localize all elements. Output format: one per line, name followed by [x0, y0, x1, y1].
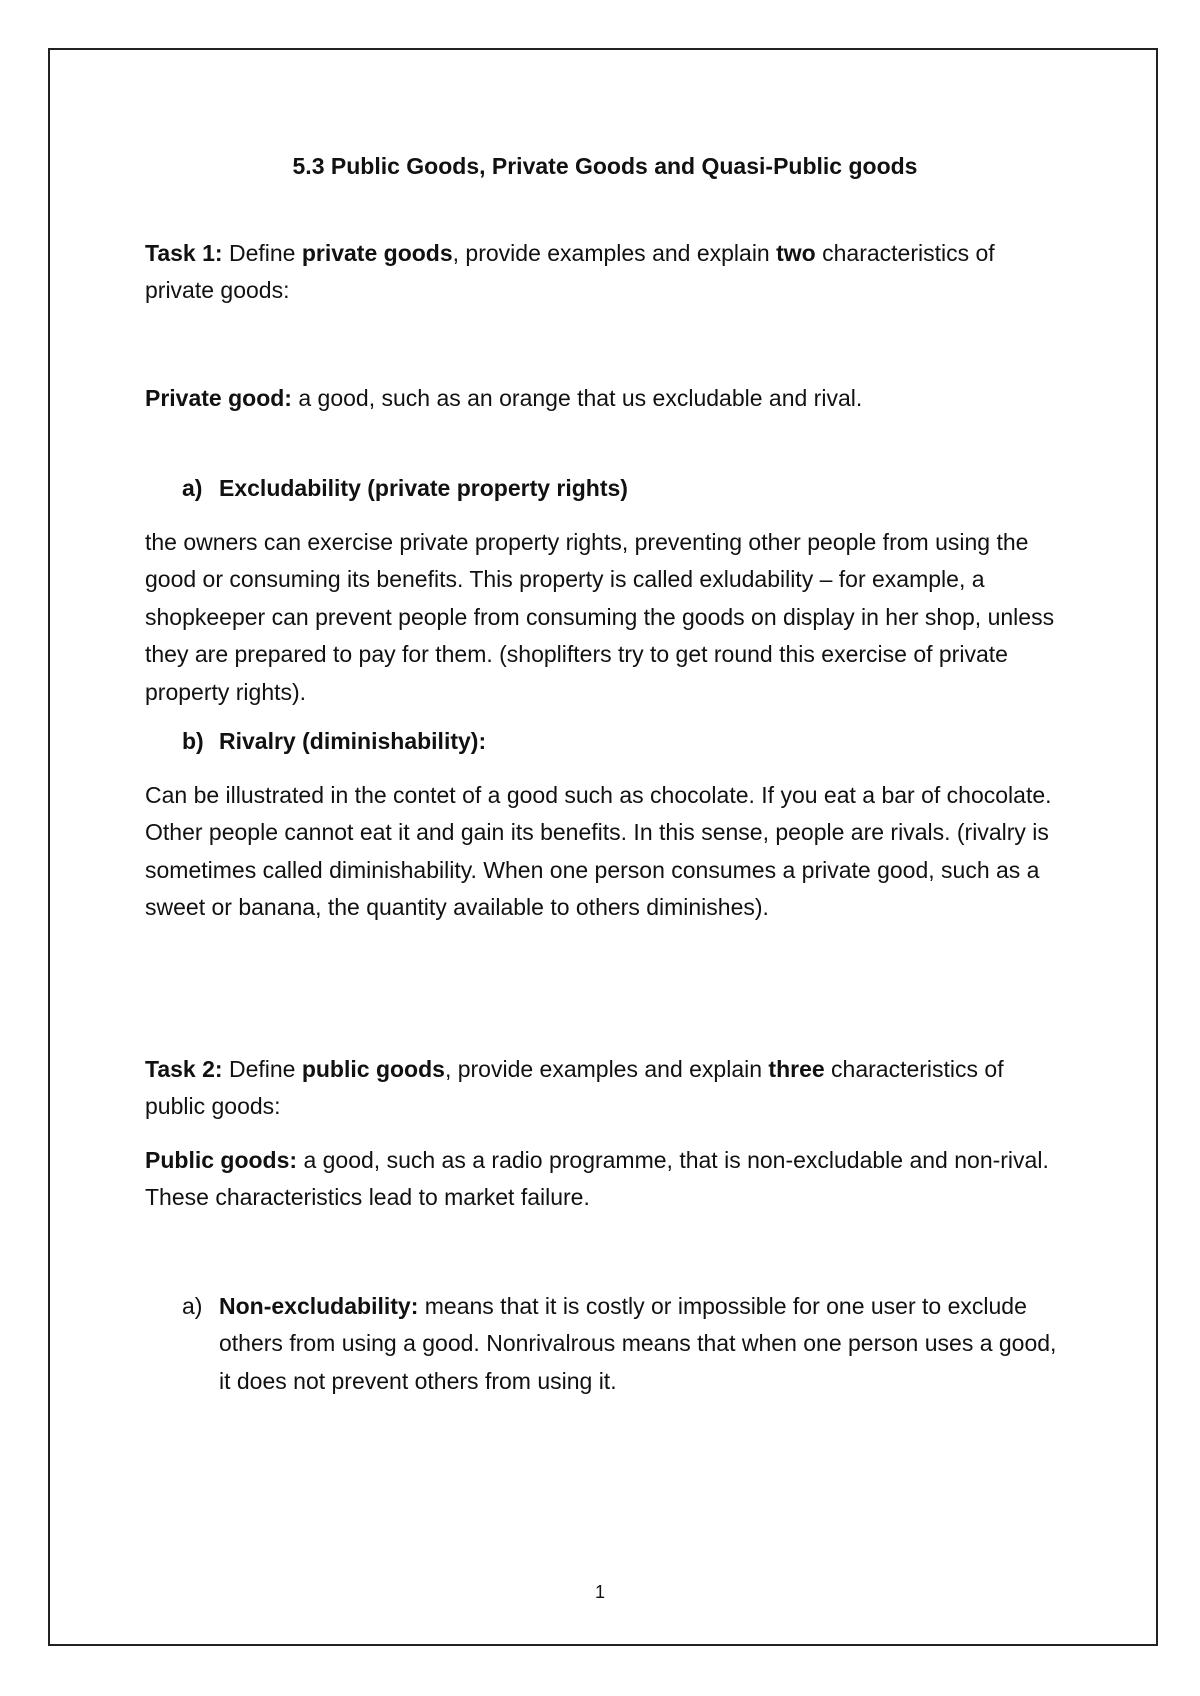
task1-text-3: characteristics of private goods: [145, 239, 995, 303]
task1-bold-1: private goods [301, 239, 453, 266]
private-good-definition [145, 380, 1065, 418]
task1-label: Task 1: [145, 239, 223, 266]
task1-paragraph [145, 235, 1065, 310]
list-marker: a) [182, 475, 203, 501]
task2-label: Task 2: [145, 1055, 223, 1082]
private-good-text: a good, such as an orange that us excludable and rival. [291, 384, 863, 411]
task1-bold-2: two [776, 239, 816, 266]
task2-bold-1: public goods [301, 1055, 445, 1082]
list-heading: Rivalry (diminishability): [219, 728, 487, 754]
public-goods-definition [145, 1142, 1065, 1217]
list-text: means that it is costly or impossible for one user to exclude others from using a good. Nonrivalrous means that when one person uses a good, it does not prevent others from using it. [219, 1292, 1057, 1394]
task1-text-2: , provide examples and explain [452, 239, 777, 266]
document-body [145, 148, 1065, 1400]
private-good-label: Private good: [145, 384, 292, 411]
public-goods-label: Public goods: [145, 1146, 298, 1173]
list-heading: Non-excludability: [219, 1292, 419, 1319]
list-item-non-excludability [145, 1288, 1065, 1401]
list-heading: Excludability (private property rights) [219, 475, 628, 501]
task2-text-3: characteristics of public goods: [145, 1055, 1004, 1119]
rivalry-paragraph: Can be illustrated in the contet of a good such as chocolate. If you eat a bar of chocolate. Other people cannot eat it and gain its benefits. In this sense, people are rivals. (rivalry is sometimes called diminishability. When one person consumes a private good, such as a sweet or banana, the quantity available to others diminishes). [145, 781, 1052, 920]
public-goods-text: a good, such as a radio programme, that is non-excludable and non-rival. These characteristics lead to market failure. [145, 1146, 1049, 1210]
document-title: 5.3 Public Goods, Private Goods and Quasi-Public goods [292, 153, 918, 179]
task2-text-1: Define [222, 1055, 302, 1082]
task2-bold-2: three [768, 1055, 825, 1082]
list-item-rivalry [145, 723, 1065, 761]
task1-text-1: Define [222, 239, 302, 266]
page-number: 1 [594, 1582, 605, 1602]
list-marker: a) [182, 1292, 203, 1319]
excludability-paragraph: the owners can exercise private property rights, preventing other people from using the good or consuming its benefits. This property is called exludability – for example, a shopkeeper can prevent people from consuming the goods on display in her shop, unless they are prepared to pay for them. (shoplifters try to get round this exercise of private property rights). [145, 528, 1055, 705]
list-item-excludability [145, 470, 1065, 508]
list-marker: b) [182, 728, 204, 754]
task2-text-2: , provide examples and explain [444, 1055, 769, 1082]
task2-paragraph [145, 1051, 1065, 1126]
